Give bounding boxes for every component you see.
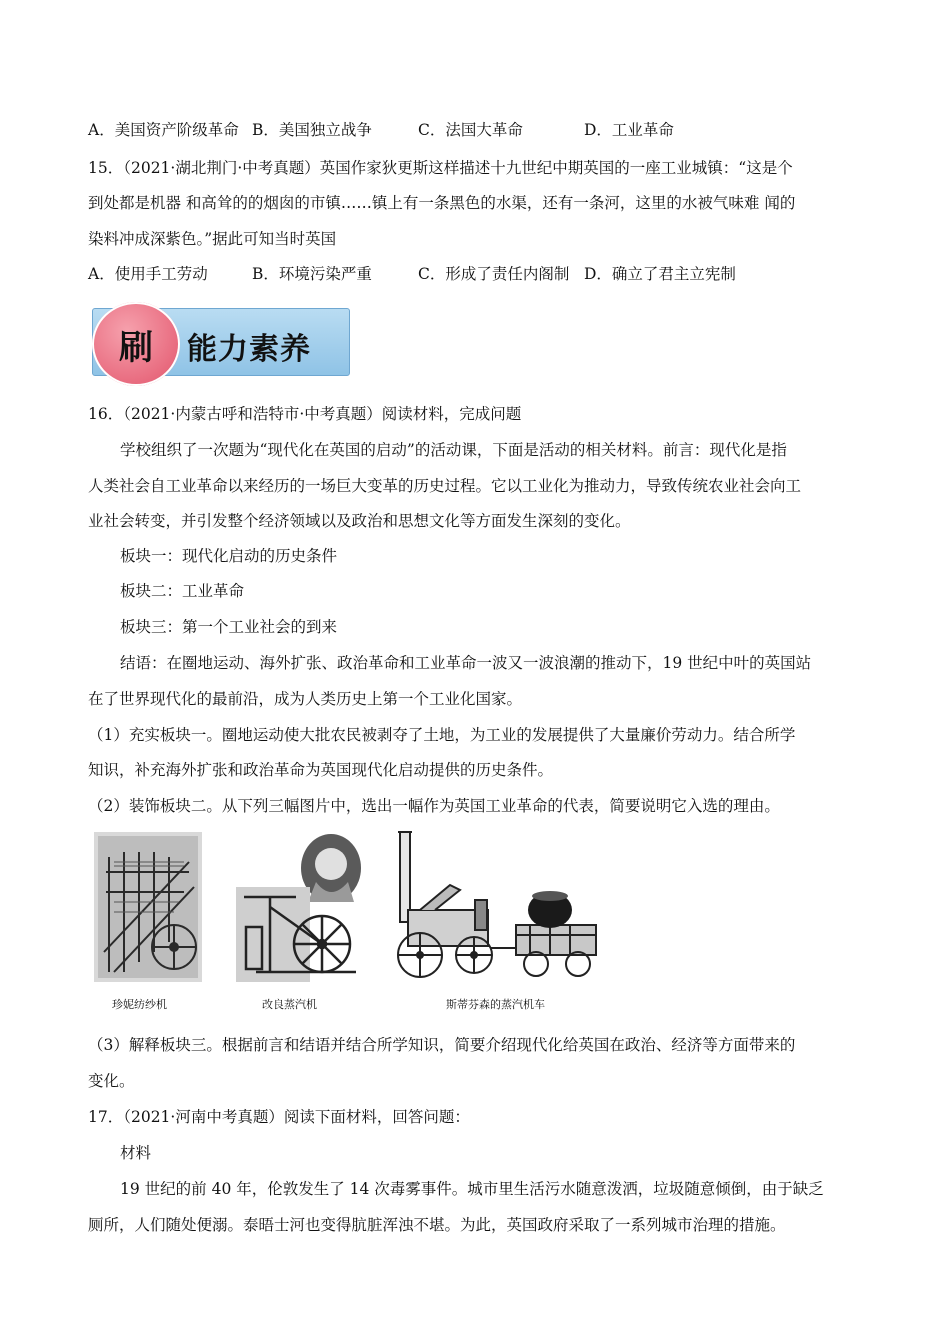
q14-option-d: D．工业革命 [584,121,674,139]
q17-heading: 17．（2021·河南中考真题）阅读下面材料，回答问题： [88,1108,470,1126]
q17-material-label: 材料 [120,1144,152,1162]
q14-option-a: A．美国资产阶级革命 [88,121,239,139]
caption-locomotive: 斯蒂芬森的蒸汽机车 [446,998,545,1011]
q16-subq3-line1: （3）解释板块三。根据前言和结语并结合所学知识，简要介绍现代化给英国在政治、经济等方面带来的 [88,1036,796,1054]
q16-block2: 板块二：工业革命 [120,582,245,600]
q16-subq1-line1: （1）充实板块一。圈地运动使大批农民被剥夺了土地，为工业的发展提供了大量廉价劳动力。结合所学 [88,726,796,744]
q16-subq2: （2）装饰板块二。从下列三幅图片中，选出一幅作为英国工业革命的代表，简要说明它入选的理由。 [88,797,780,815]
stephenson-locomotive-image [390,830,604,982]
q16-subq1-line2: 知识，补充海外扩张和政治革命为英国现代化启动提供的历史条件。 [88,761,554,779]
q15-option-d: D．确立了君主立宪制 [584,265,736,283]
q14-option-b: B．美国独立战争 [252,121,372,139]
steam-engine-image [236,832,364,982]
q15-stem-line1: 15．（2021·湖北荆门·中考真题）英国作家狄更斯这样描述十九世纪中期英国的一座工业城镇：“这是个 [88,159,793,177]
spinning-jenny-image [94,832,202,982]
q15-stem-line2: 到处都是机器 和高耸的的烟囱的市镇……镇上有一条黑色的水渠，还有一条河，这里的水被气味难 闻的 [88,194,796,212]
q15-option-a: A．使用手工劳动 [88,265,208,283]
banner-title: 能力素养 [187,332,311,367]
q16-conclusion-2: 在了世界现代化的最前沿，成为人类历史上第一个工业化国家。 [88,690,523,708]
q16-conclusion-1: 结语：在圈地运动、海外扩张、政治革命和工业革命一波又一波浪潮的推动下，19 世纪中叶的英国站 [120,654,812,672]
caption-steam-engine: 改良蒸汽机 [262,998,317,1011]
q14-option-c: C．法国大革命 [418,121,523,139]
q16-material-p2: 人类社会自工业革命以来经历的一场巨大变革的历史过程。它以工业化为推动力，导致传统农业社会向工 [88,477,802,495]
q16-subq3-line2: 变化。 [88,1072,135,1090]
q15-option-b: B．环境污染严重 [252,265,372,283]
banner-badge: 刷 [92,302,180,386]
caption-spinning-jenny: 珍妮纺纱机 [112,998,167,1011]
q16-material-p1: 学校组织了一次题为“现代化在英国的启动”的活动课，下面是活动的相关材料。前言：现代化是指 [120,441,787,459]
q15-option-c: C．形成了责任内阁制 [418,265,570,283]
q15-stem-line3: 染料冲成深紫色。”据此可知当时英国 [88,230,337,248]
section-banner [92,302,350,376]
q17-material-line1: 19 世纪的前 40 年，伦敦发生了 14 次毒雾事件。城市里生活污水随意泼洒，垃圾随意倾倒，由于缺乏 [120,1180,824,1198]
q17-material-line2: 厕所，人们随处便溺。泰晤士河也变得肮脏浑浊不堪。为此，英国政府采取了一系列城市治理的措施。 [88,1216,786,1234]
q16-block1: 板块一：现代化启动的历史条件 [120,547,338,565]
q16-material-p3: 业社会转变，并引发整个经济领域以及政治和思想文化等方面发生深刻的变化。 [88,512,631,530]
q16-heading: 16．（2021·内蒙古呼和浩特市·中考真题）阅读材料，完成问题 [88,405,522,423]
q16-block3: 板块三：第一个工业社会的到来 [120,618,338,636]
